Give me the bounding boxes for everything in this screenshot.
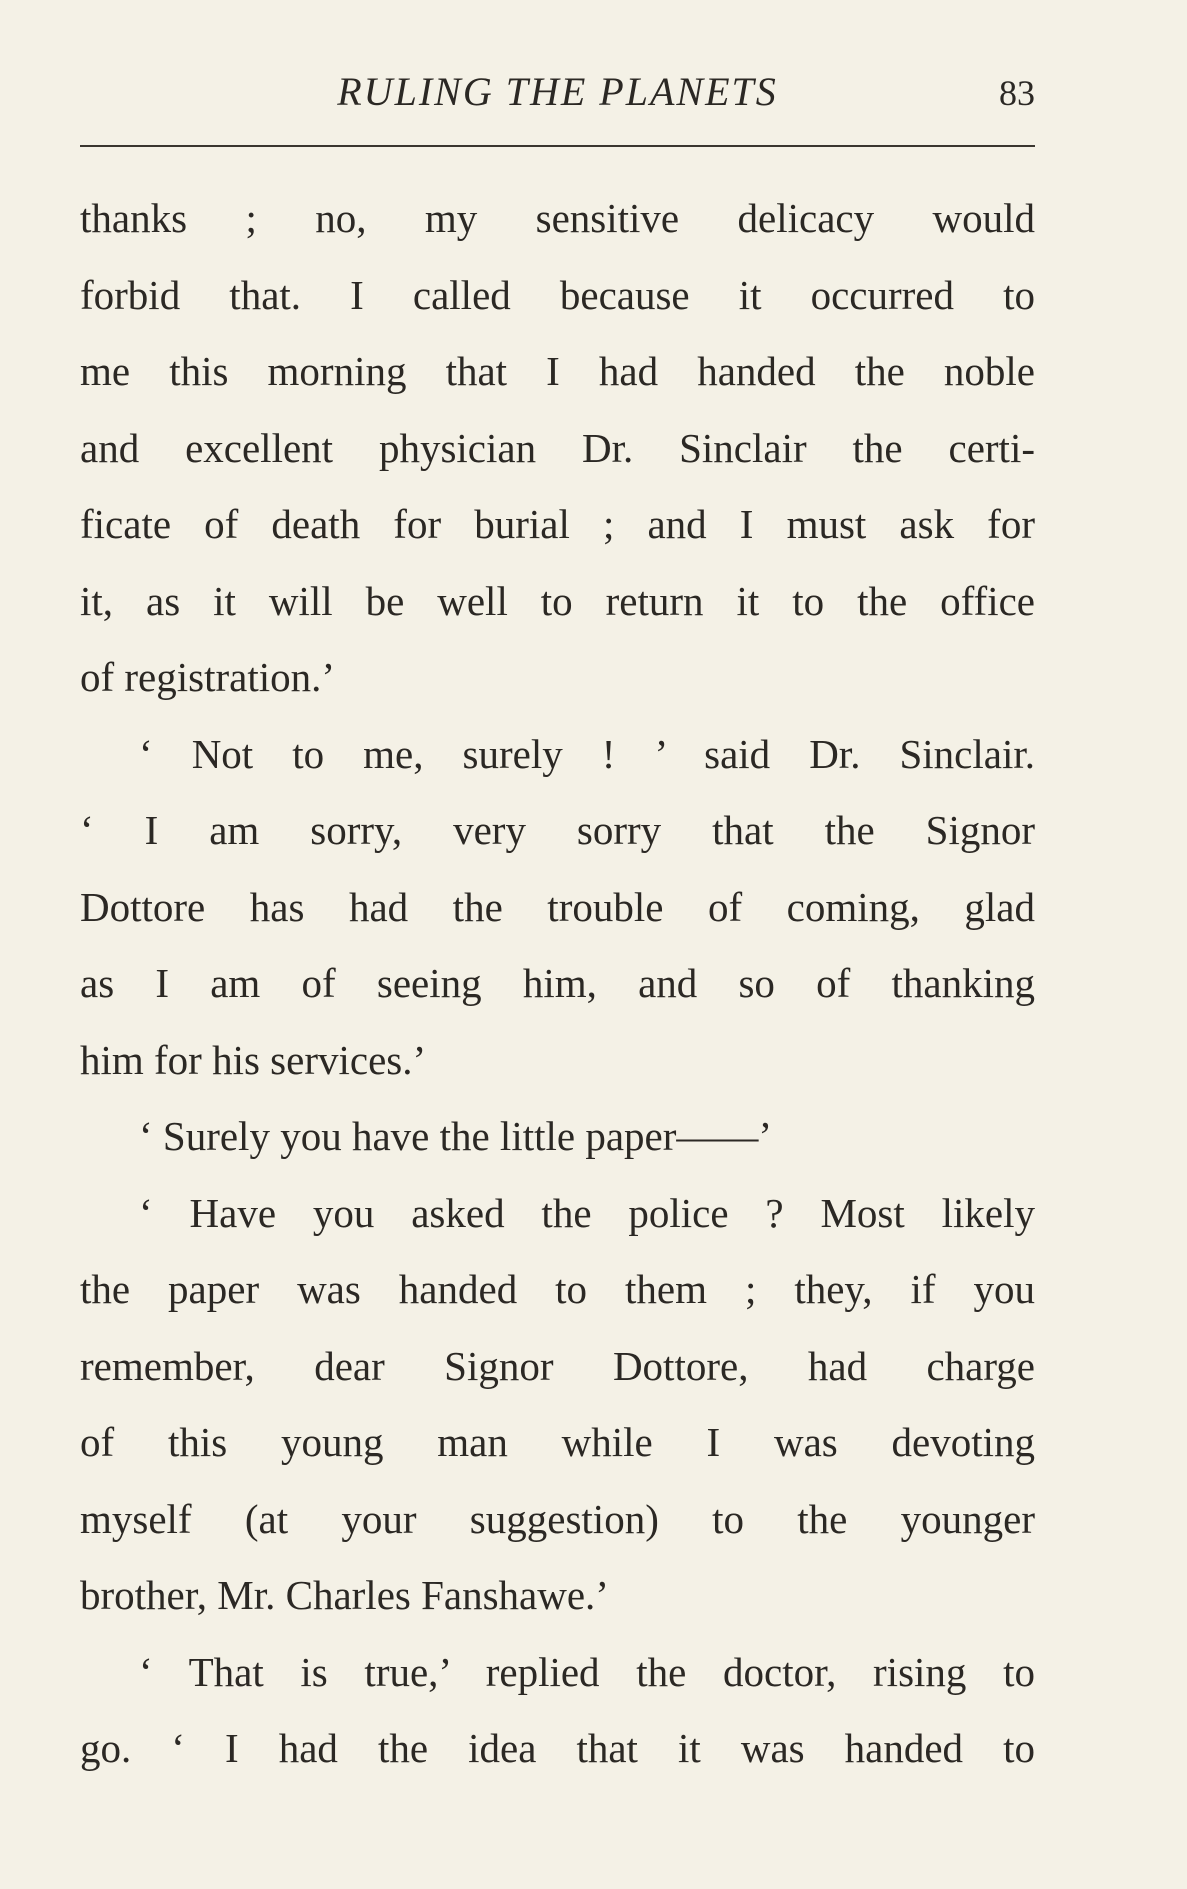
text-line: ‘ I am sorry, very sorry that the Signor — [80, 807, 1035, 853]
text-line: me this morning that I had handed the noble — [80, 348, 1035, 394]
text-line: and excellent physician Dr. Sinclair the certi- — [80, 424, 1035, 471]
text-line: ‘ That is true,’ replied the doctor, rising to — [139, 1648, 1035, 1695]
text-line: go. ‘ I had the idea that it was handed to — [80, 1725, 1035, 1771]
text-line: the paper was handed to them ; they, if you — [80, 1266, 1035, 1312]
text-line: as I am of seeing him, and so of thanking — [80, 960, 1035, 1006]
text-line: him for his services.’ — [80, 1036, 427, 1083]
text-line: of registration.’ — [80, 654, 336, 700]
text-line: ‘ Surely you have the little paper——’ — [139, 1113, 773, 1159]
running-title: RULING THE PLANETS — [337, 69, 778, 114]
text-line: myself (at your suggestion) to the younger — [80, 1495, 1035, 1542]
header-rule — [80, 145, 1035, 147]
text-line: remember, dear Signor Dottore, had charge — [80, 1342, 1035, 1389]
running-head — [80, 60, 1035, 120]
text-line: thanks ; no, my sensitive delicacy would — [80, 195, 1035, 241]
text-line: brother, Mr. Charles Fanshawe.’ — [80, 1572, 609, 1618]
text-line: ‘ Have you asked the police ? Most likely — [139, 1189, 1035, 1236]
text-line: ficate of death for burial ; and I must ask for — [80, 501, 1035, 547]
body-text — [80, 180, 1035, 1787]
page-number: 83 — [999, 73, 1035, 113]
text-line: Dottore has had the trouble of coming, glad — [80, 883, 1035, 930]
text-line: forbid that. I called because it occurred to — [80, 271, 1035, 318]
text-line: ‘ Not to me, surely ! ’ said Dr. Sinclair. — [139, 730, 1035, 777]
text-line: of this young man while I was devoting — [80, 1419, 1035, 1465]
text-line: it, as it will be well to return it to the office — [80, 577, 1035, 624]
